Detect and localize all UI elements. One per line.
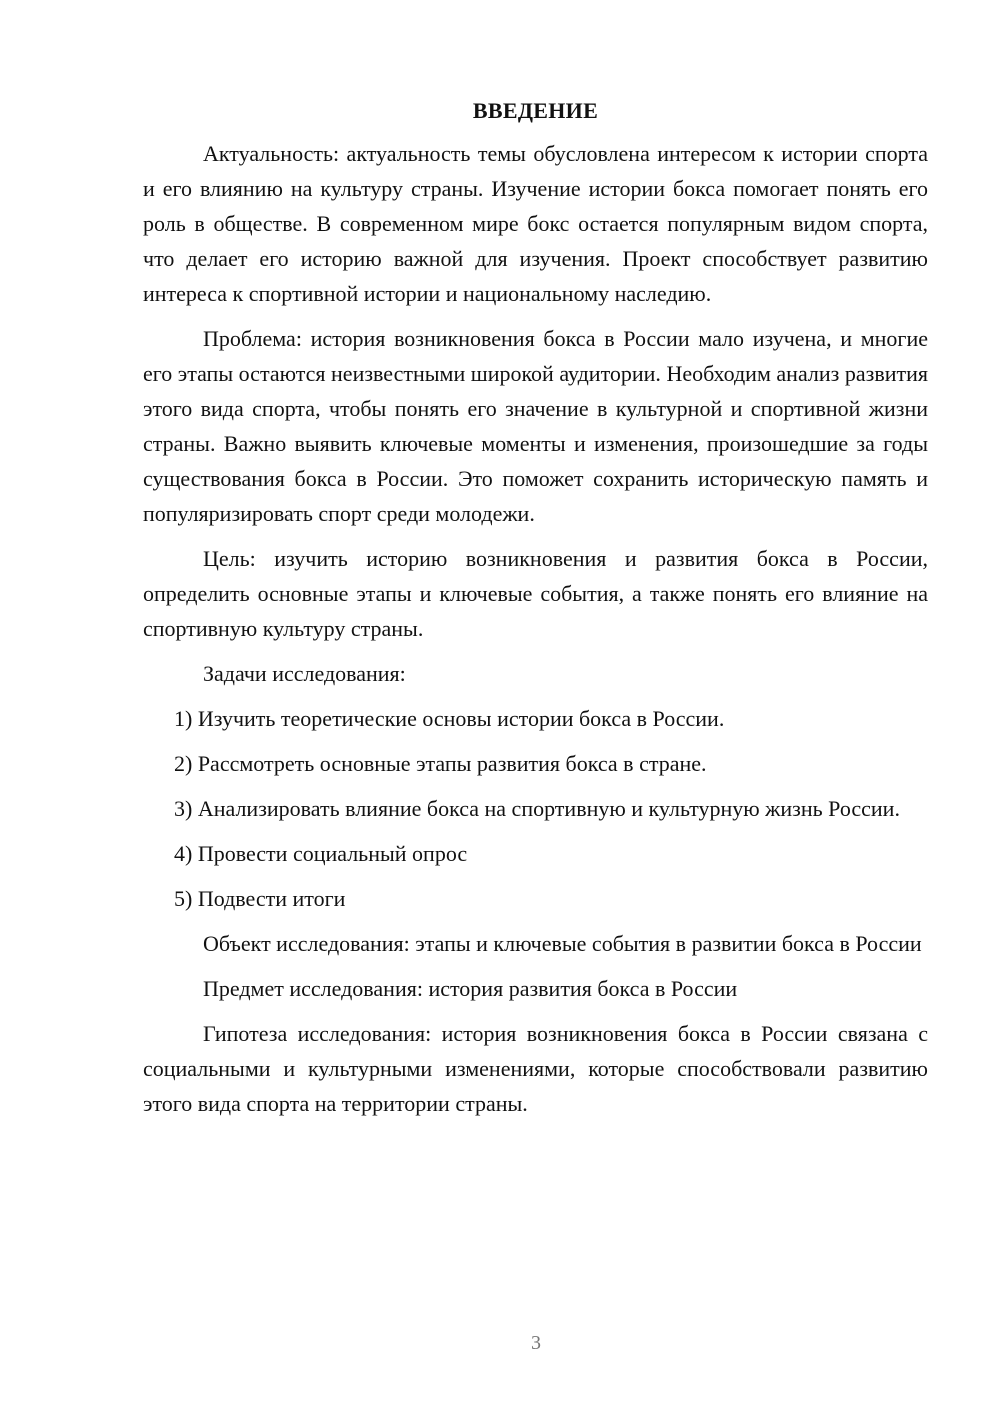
paragraph-goal: Цель: изучить историю возникновения и развития бокса в России, определить основные этапы и ключевые события, а также понять его влияние на спортивную культуру страны.: [143, 546, 928, 641]
paragraph-object: Объект исследования: этапы и ключевые события в развитии бокса в России: [203, 931, 922, 956]
task-item-4: 4) Провести социальный опрос: [174, 841, 468, 866]
paragraph-relevance: Актуальность: актуальность темы обусловлена интересом к истории спорта и его влиянию на культуру страны. Изучение истории бокса помогает понять его роль в обществе. В современном мире бокс остается популярным видом спорта, что делает его историю важной для изучения. Проект способствует развитию интереса к спортивной истории и национальному наследию.: [143, 141, 928, 306]
task-item-3: 3) Анализировать влияние бокса на спортивную и культурную жизнь России.: [174, 796, 900, 821]
paragraph-tasks-heading: Задачи исследования:: [203, 661, 406, 686]
paragraph-problem: Проблема: история возникновения бокса в России мало изучена, и многие его этапы остаются неизвестными широкой аудитории. Необходим анализ развития этого вида спорта, чтобы понять его значение в культурной и спортивной жизни страны. Важно выявить ключевые моменты и изменения, произошедшие за годы существования бокса в России. Это поможет сохранить историческую память и популяризировать спорт среди молодежи.: [143, 326, 928, 526]
task-item-5: 5) Подвести итоги: [174, 886, 346, 911]
task-item-1: 1) Изучить теоретические основы истории бокса в России.: [174, 706, 725, 731]
paragraph-subject: Предмет исследования: история развития бокса в России: [203, 976, 738, 1001]
document-page: [143, 96, 928, 1131]
paragraph-hypothesis: Гипотеза исследования: история возникновения бокса в России связана с социальными и культурными изменениями, которые способствовали развитию этого вида спорта на территории страны.: [143, 1021, 928, 1116]
task-item-2: 2) Рассмотреть основные этапы развития бокса в стране.: [174, 751, 707, 776]
section-title: ВВЕДЕНИЕ: [472, 98, 599, 123]
page-number: 3: [531, 1332, 541, 1354]
